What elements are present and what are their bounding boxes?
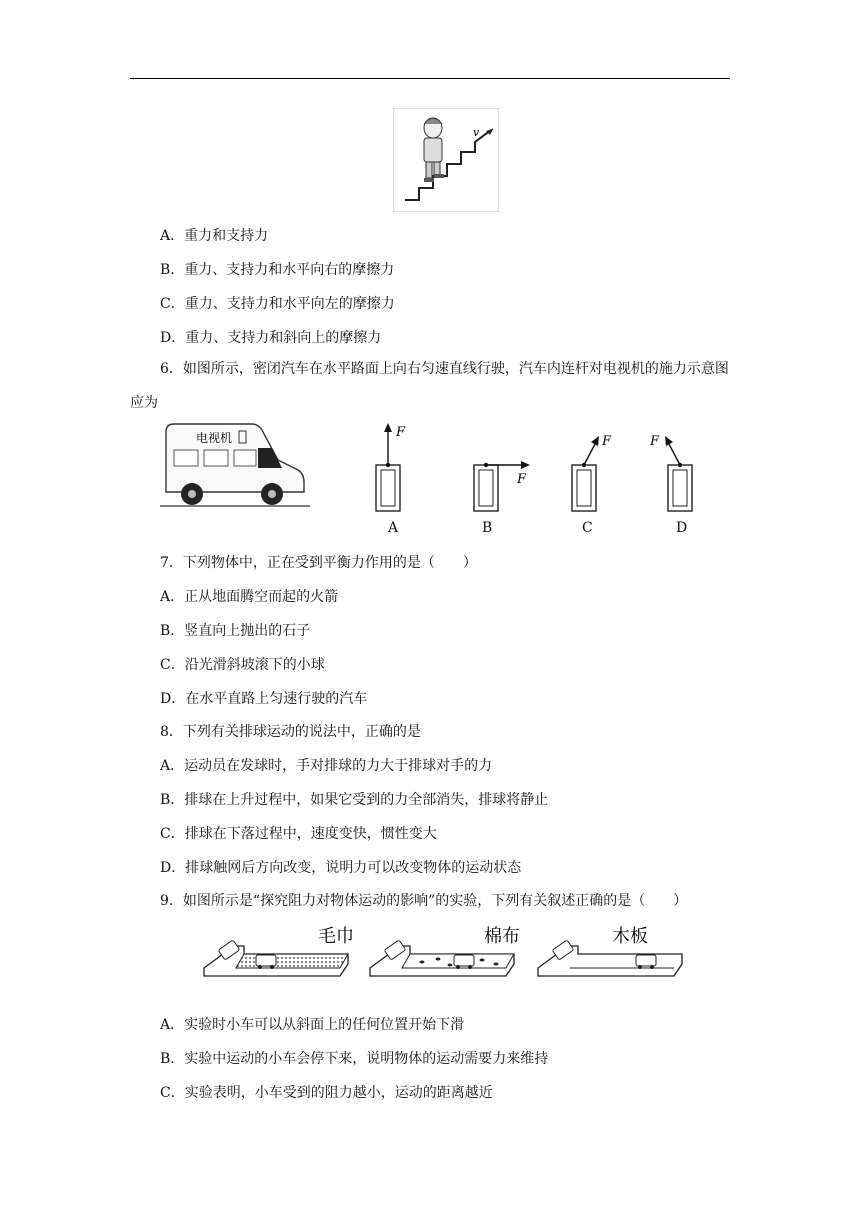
ramp-towel bbox=[204, 926, 354, 976]
force-label-c: F bbox=[602, 434, 612, 449]
q8-option-d: D．排球触网后方向改变，说明力可以改变物体的运动状态 bbox=[160, 860, 522, 876]
diagram-label-c: C bbox=[582, 520, 593, 536]
surface-label-cotton: 棉布 bbox=[484, 926, 520, 947]
q5-option-d: D．重力、支持力和斜向上的摩擦力 bbox=[160, 330, 382, 346]
velocity-label: v bbox=[473, 126, 480, 139]
q5-option-a: A．重力和支持力 bbox=[160, 228, 269, 244]
diagram-a bbox=[376, 423, 406, 511]
tv-label: 电视机 bbox=[196, 431, 233, 445]
q8-option-c: C．排球在下落过程中，速度变快，惯性变大 bbox=[160, 826, 437, 842]
q9-option-b: B．实验中运动的小车会停下来，说明物体的运动需要力来维持 bbox=[160, 1051, 549, 1067]
friction-experiment-figure bbox=[200, 924, 690, 990]
q5-option-b: B．重力、支持力和水平向右的摩擦力 bbox=[160, 262, 395, 278]
q7-option-c: C．沿光滑斜坡滚下的小球 bbox=[160, 657, 325, 673]
diagram-label-d: D bbox=[676, 520, 688, 536]
surface-label-towel: 毛巾 bbox=[318, 926, 354, 947]
q9-stem: 9．如图所示是“探究阻力对物体运动的影响”的实验，下列有关叙述正确的是（ ） bbox=[160, 893, 688, 909]
diagram-label-b: B bbox=[482, 520, 493, 536]
header-rule bbox=[130, 78, 730, 79]
q9-option-a: A．实验时小车可以从斜面上的任何位置开始下滑 bbox=[160, 1017, 465, 1033]
q5-option-c: C．重力、支持力和水平向左的摩擦力 bbox=[160, 296, 395, 312]
q8-option-a: A．运动员在发球时，手对排球的力大于排球对手的力 bbox=[160, 758, 493, 774]
ramp-cotton bbox=[370, 926, 520, 976]
diagram-d bbox=[649, 434, 692, 511]
q8-stem: 8．下列有关排球运动的说法中，正确的是 bbox=[160, 724, 421, 740]
van-figure bbox=[160, 420, 310, 508]
ramp-wood bbox=[538, 926, 682, 976]
force-label-a: F bbox=[396, 425, 406, 440]
escalator-figure bbox=[393, 108, 499, 212]
q8-option-b: B．排球在上升过程中，如果它受到的力全部消失，排球将静止 bbox=[160, 792, 549, 808]
q7-option-d: D．在水平直路上匀速行驶的汽车 bbox=[160, 691, 368, 707]
force-label-b: F bbox=[517, 472, 527, 487]
diagram-label-a: A bbox=[388, 520, 399, 536]
q7-option-a: A．正从地面腾空而起的火箭 bbox=[160, 589, 339, 605]
q7-stem: 7．下列物体中，正在受到平衡力作用的是（ ） bbox=[160, 555, 477, 571]
q6-stem: 6．如图所示，密闭汽车在水平路面上向右匀速直线行驶，汽车内连杆对电视机的施力示意图应为 bbox=[130, 361, 729, 411]
q7-option-b: B．竖直向上抛出的石子 bbox=[160, 623, 311, 639]
force-label-d: F bbox=[650, 434, 660, 449]
q6-force-diagrams bbox=[360, 420, 720, 520]
diagram-c bbox=[572, 434, 612, 511]
q9-option-c: C．实验表明，小车受到的阻力越小，运动的距离越近 bbox=[160, 1085, 493, 1101]
diagram-b bbox=[474, 461, 530, 511]
surface-label-wood: 木板 bbox=[612, 926, 648, 947]
